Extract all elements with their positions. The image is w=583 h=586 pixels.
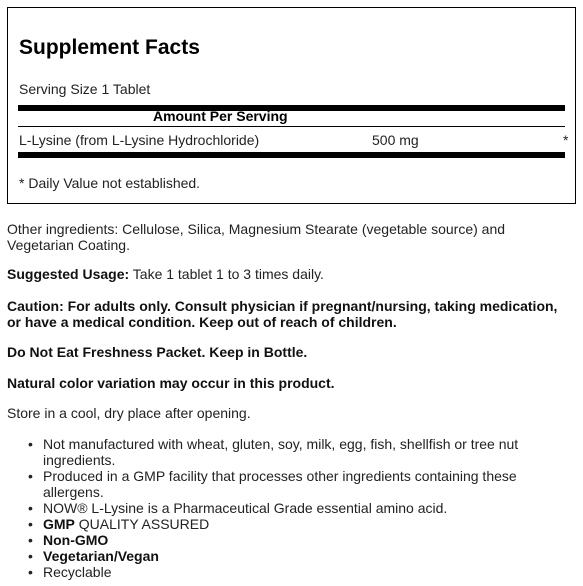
list-item-text: NOW® L-Lysine is a Pharmaceutical Grade essential amino acid. bbox=[43, 500, 448, 516]
list-item bbox=[7, 564, 567, 580]
list-item-text: Recyclable bbox=[43, 564, 112, 580]
list-item bbox=[7, 436, 567, 468]
list-item bbox=[7, 468, 567, 500]
thick-divider-bottom bbox=[18, 152, 565, 158]
suggested-usage-text: Take 1 tablet 1 to 3 times daily. bbox=[129, 266, 324, 282]
ingredient-daily-value: * bbox=[563, 132, 569, 148]
bullet-icon: • bbox=[28, 436, 33, 452]
facts-title: Supplement Facts bbox=[19, 36, 200, 59]
bullet-icon: • bbox=[28, 532, 33, 548]
thick-divider-top bbox=[18, 105, 565, 111]
bullet-icon: • bbox=[28, 500, 33, 516]
bullet-icon: • bbox=[28, 468, 33, 484]
list-item bbox=[7, 516, 567, 532]
other-ingredients: Other ingredients: Cellulose, Silica, Magnesium Stearate (vegetable source) and Vegetarian Coating. bbox=[7, 221, 506, 253]
bullet-icon: • bbox=[28, 548, 33, 564]
thin-divider bbox=[18, 126, 565, 127]
serving-size: Serving Size 1 Tablet bbox=[19, 81, 151, 97]
ingredient-amount: 500 mg bbox=[372, 132, 419, 148]
ingredient-name: L-Lysine (from L-Lysine Hydrochloride) bbox=[19, 132, 260, 148]
daily-value-note: * Daily Value not established. bbox=[19, 175, 201, 191]
suggested-usage-label: Suggested Usage: bbox=[7, 266, 130, 282]
list-item bbox=[7, 548, 567, 564]
gmp-label: GMP bbox=[43, 516, 75, 532]
color-variation-note: Natural color variation may occur in this product. bbox=[7, 375, 335, 391]
storage-instructions: Store in a cool, dry place after opening. bbox=[7, 405, 251, 421]
amount-per-serving-header: Amount Per Serving bbox=[153, 108, 288, 124]
list-item-text: Vegetarian/Vegan bbox=[43, 548, 159, 564]
list-item-text: Not manufactured with wheat, gluten, soy, milk, egg, fish, shellfish or tree nut ingredients. bbox=[43, 436, 519, 468]
list-item-text: Non-GMO bbox=[43, 532, 109, 548]
bullet-icon: • bbox=[28, 516, 33, 532]
list-item bbox=[7, 532, 567, 548]
supplement-facts-panel bbox=[7, 7, 576, 204]
suggested-usage bbox=[7, 266, 575, 282]
bullet-icon: • bbox=[28, 564, 33, 580]
caution-text: Caution: For adults only. Consult physician if pregnant/nursing, taking medication, or have a medical condition. Keep out of reach of children. bbox=[7, 298, 558, 330]
feature-list bbox=[7, 436, 567, 580]
list-item-text: QUALITY ASSURED bbox=[74, 516, 210, 532]
freshness-packet-warning: Do Not Eat Freshness Packet. Keep in Bottle. bbox=[7, 344, 308, 360]
list-item bbox=[7, 500, 567, 516]
list-item-text: Produced in a GMP facility that processes other ingredients containing these allergens. bbox=[43, 468, 517, 500]
